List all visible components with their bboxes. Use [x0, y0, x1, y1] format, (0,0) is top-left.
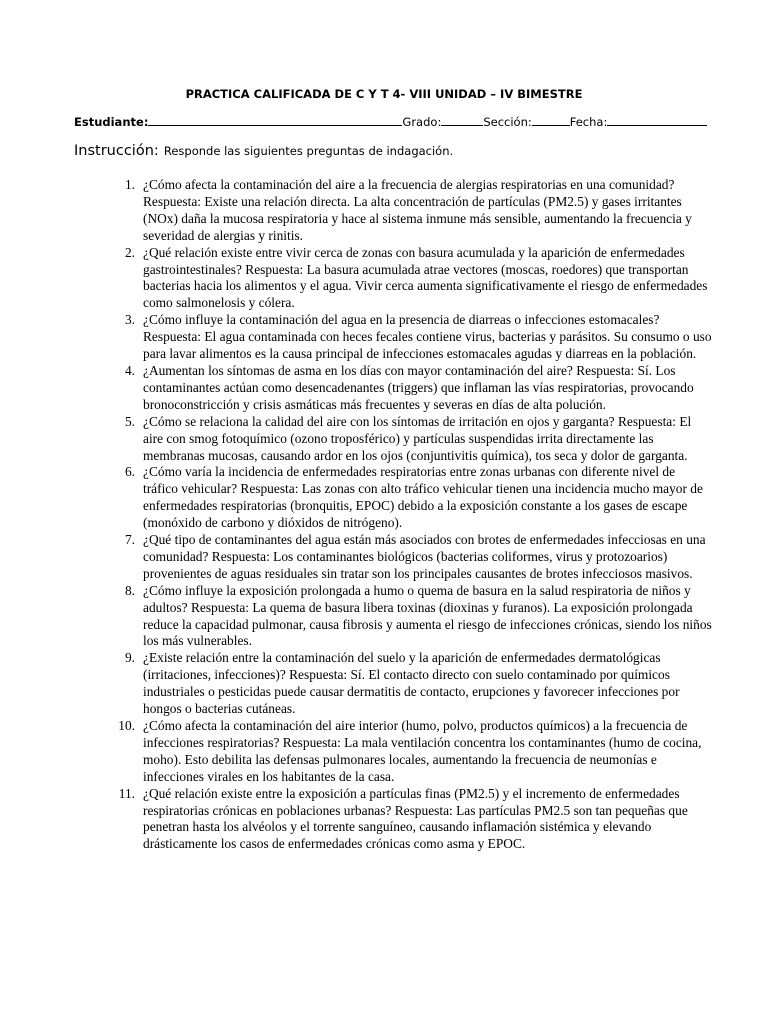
question-text: ¿Cómo afecta la contaminación del aire a la frecuencia de alergias respiratorias en una comunidad? Respuesta: Existe una relación directa. La alta concentración de partículas (PM2.5) y gases irritantes (NOx) daña la mucosa respiratoria y hace al sistema inmune más sensible, aumentando la frecuencia y severidad de alergias y rinitis. [143, 177, 692, 243]
question-text: ¿Qué tipo de contaminantes del agua están más asociados con brotes de enfermedades infecciosas en una comunidad? Respuesta: Los contaminantes biológicos (bacterias coliformes, virus y protozoarios) provenientes de aguas residuales sin tratar son los principales causantes de brotes infecciosos masivos. [143, 532, 706, 581]
question-text: ¿Aumentan los síntomas de asma en los días con mayor contaminación del aire? Respuesta: Sí. Los contaminantes actúan como desencadenantes (triggers) que inflaman las vías respiratorias, provocando bronoconstricción y crisis asmáticas más frecuentes y severas en días de alta polución. [143, 362, 694, 412]
question-number: 1. [124, 177, 135, 192]
instruction-label: Instrucción: [74, 143, 159, 159]
grade-label: Grado: [402, 115, 442, 129]
student-colon: : [143, 115, 149, 129]
document-title: PRACTICA CALIFICADA DE C Y T 4- VIII UNIDAD – IV BIMESTRE [185, 87, 583, 101]
section-label: Sección: [483, 115, 532, 129]
question-text: ¿Cómo influye la exposición prolongada a humo o quema de basura en la salud respiratoria de niños y adultos? Respuesta: La quema de basura libera toxinas (dioxinas y furanos). La exposición prolongada reduce la capacidad pulmonar, causa fibrosis y aumenta el riesgo de infecciones crónicas, siendo los niños los más vulnerables. [143, 582, 712, 649]
question-text: ¿Qué relación existe entre la exposición a partículas finas (PM2.5) y el incremento de enfermedades respiratorias crónicas en poblaciones urbanas? Respuesta: Las partículas PM2.5 son tan pequeñas que penetran hasta los alvéolos y el torrente sanguíneo, causando inflamación sistémica y elevando drásticamente los casos de enfermedades crónicas como asma y EPOC. [143, 785, 688, 852]
question-item [0, 245, 713, 313]
grade-blank[interactable] [441, 114, 483, 126]
question-item [0, 414, 713, 465]
question-item [0, 583, 713, 651]
question-item [0, 532, 713, 583]
question-number: 5. [124, 413, 135, 429]
question-number: 6. [124, 464, 135, 480]
student-label: Estudiante [74, 115, 144, 129]
question-text: ¿Cómo afecta la contaminación del aire interior (humo, polvo, productos químicos) a la frecuencia de infecciones respiratorias? Respuesta: La mala ventilación concentra los contaminantes (humo de cocina, moho). Esto debilita las defensas pulmonares locales, aumentando la frecuencia de neumonías e infecciones virales en los habitantes de la casa. [143, 718, 702, 784]
question-number: 11. [118, 785, 135, 801]
date-blank[interactable] [607, 114, 707, 126]
question-number: 10. [118, 718, 135, 733]
student-name-blank[interactable] [148, 114, 402, 126]
question-item [0, 718, 713, 786]
student-info-line [74, 114, 714, 129]
question-text: ¿Cómo varía la incidencia de enfermedades respiratorias entre zonas urbanas con diferente nivel de tráfico vehicular? Respuesta: Las zonas con alto tráfico vehicular tienen una incidencia mucho mayor de enfermedades respiratorias (bronquitis, EPOC) debido a la exposición constante a los gases de escape (monóxido de carbono y dióxidos de nitrógeno). [143, 464, 703, 531]
question-text: ¿Existe relación entre la contaminación del suelo y la aparición de enfermedades dermatológicas (irritaciones, infecciones)? Respuesta: Sí. El contacto directo con suelo contaminado por químicos industriales o pesticidas puede causar dermatitis de contacto, erupciones y favorecer infecciones por hongos o bacterias cutáneas. [143, 650, 680, 717]
instruction-text: Responde las siguientes preguntas de indagación. [163, 144, 454, 158]
question-number: 8. [124, 582, 135, 598]
question-item [0, 650, 713, 718]
section-blank[interactable] [532, 114, 570, 126]
question-number: 3. [124, 312, 135, 328]
question-text: ¿Cómo se relaciona la calidad del aire con los síntomas de irritación en ojos y garganta? Respuesta: El aire con smog fotoquímico (ozono troposférico) y partículas suspendidas irrita directamente las membranas mucosas, causando ardor en los ojos (conjuntivitis química), tos seca y dolor de garganta. [143, 413, 692, 463]
question-number: 4. [124, 362, 135, 378]
question-number: 7. [124, 532, 135, 548]
question-item [0, 363, 713, 414]
question-number: 2. [124, 244, 135, 260]
question-item [0, 786, 713, 854]
question-list [0, 177, 768, 853]
question-item [0, 312, 713, 363]
question-text: ¿Qué relación existe entre vivir cerca de zonas con basura acumulada y la aparición de enfermedades gastrointestinales? Respuesta: La basura acumulada atrae vectores (moscas, roedores) que transportan bacterias hacia los alimentos y el agua. Vivir cerca aumenta significativamente el riesgo de enfermedades como salmonelosis y cólera. [143, 244, 708, 311]
date-label: Fecha: [569, 115, 608, 129]
instruction-line [74, 140, 453, 159]
question-item [0, 177, 713, 245]
question-item [0, 464, 713, 532]
question-number: 9. [124, 650, 135, 666]
question-text: ¿Cómo influye la contaminación del agua en la presencia de diarreas o infecciones estomacales? Respuesta: El agua contaminada con heces fecales contiene virus, bacterias y parásitos. Su consumo o uso para lavar alimentos es la causa principal de infecciones estomacales agudas y diarreas en la población. [143, 312, 712, 362]
